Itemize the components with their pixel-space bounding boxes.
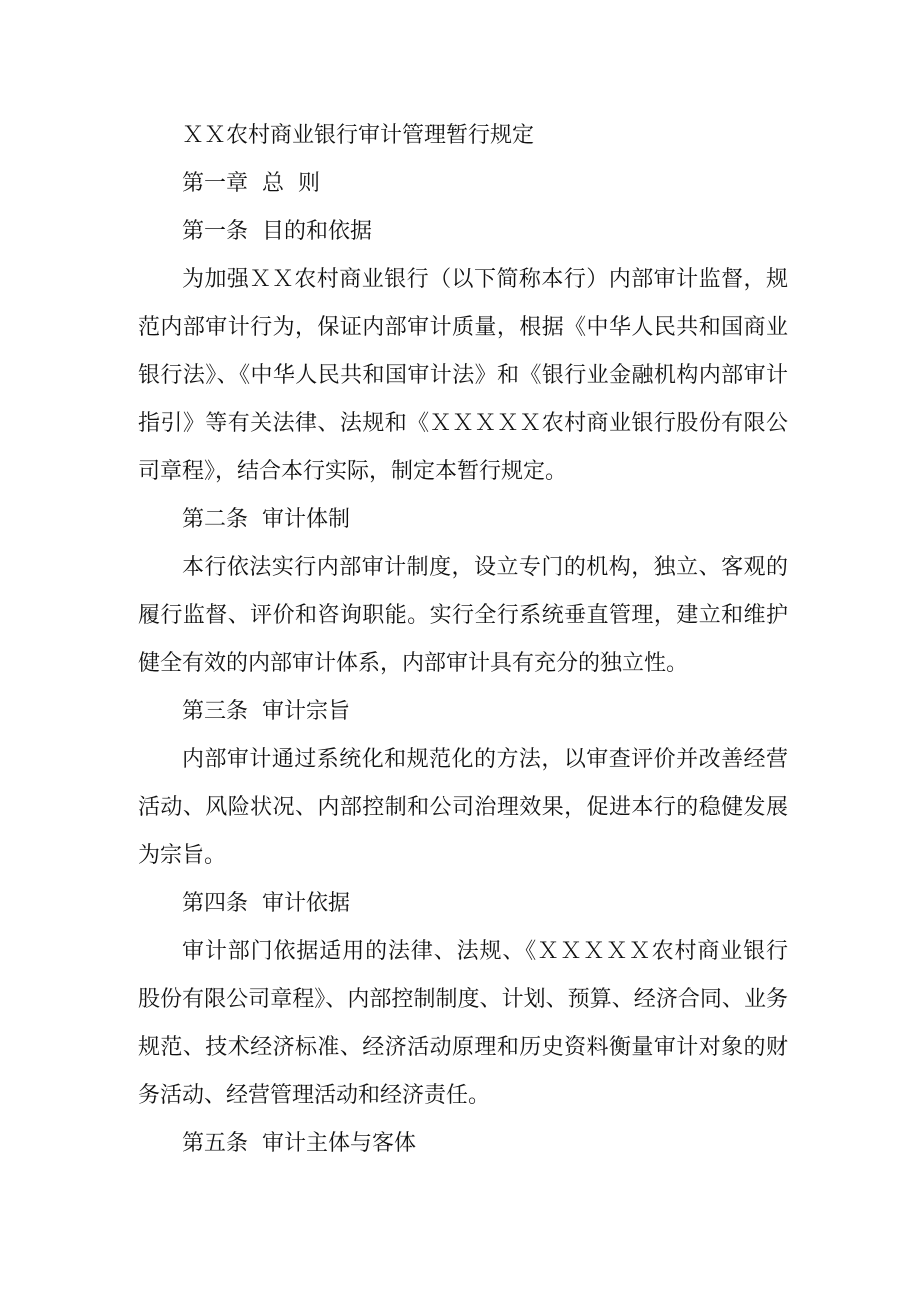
article-2-body: 本行依法实行内部审计制度，设立专门的机构，独立、客观的履行监督、评价和咨询职能。实行全行系统垂直管理，建立和维护健全有效的内部审计体系，内部审计具有充分的独立性。 xyxy=(138,555,788,676)
article-3-body: 内部审计通过系统化和规范化的方法，以审查评价并改善经营活动、风险状况、内部控制和公司治理效果，促进本行的稳健发展为宗旨。 xyxy=(138,747,788,868)
article-1-heading: 第一条 目的和依据 xyxy=(182,219,372,244)
article-1-body: 为加强ＸＸ农村商业银行（以下简称本行）内部审计监督，规范内部审计行为，保证内部审计质量，根据《中华人民共和国商业银行法》、《中华人民共和国审计法》和《银行业金融机构内部审计指引》等有关法律、法规和《ＸＸＸＸＸ农村商业银行股份有限公司章程》，结合本行实际，制定本暂行规定。 xyxy=(138,267,788,484)
article-5-heading: 第五条 审计主体与客体 xyxy=(182,1131,416,1156)
article-3-heading: 第三条 审计宗旨 xyxy=(182,699,350,724)
document-title: ＸＸ农村商业银行审计管理暂行规定 xyxy=(182,123,535,148)
chapter-heading: 第一章 总 则 xyxy=(182,171,320,196)
article-4-heading: 第四条 审计依据 xyxy=(182,891,350,916)
document-content xyxy=(138,112,788,1168)
article-2-heading: 第二条 审计体制 xyxy=(182,507,350,532)
article-4-body: 审计部门依据适用的法律、法规、《ＸＸＸＸＸ农村商业银行 股份有限公司章程》、内部控制制度、计划、预算、经济合同、业务规范、技术经济标准、经济活动原理和历史资料衡量审计对象的财务活动、经营管理活动和经济责任。 xyxy=(138,939,788,1108)
